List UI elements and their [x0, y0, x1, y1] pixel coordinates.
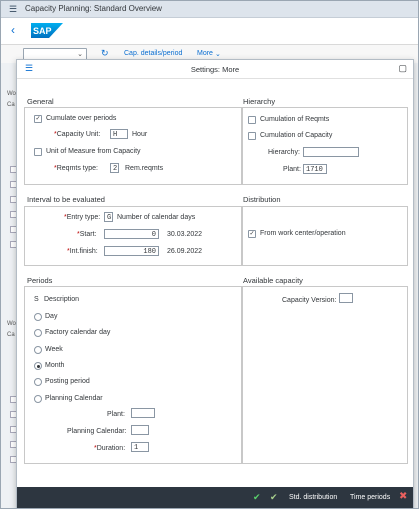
available-capacity-group: [241, 286, 408, 464]
period-radio-week[interactable]: [34, 346, 42, 354]
capacity-version-label: Capacity Version:: [282, 297, 337, 304]
finish-date: 26.09.2022: [167, 248, 203, 255]
close-icon[interactable]: ▢: [398, 63, 407, 73]
confirm-check-icon[interactable]: ✔: [253, 492, 261, 502]
period-option-planning-calendar: Planning Calendar: [45, 395, 103, 402]
periods-title: Periods: [27, 276, 53, 285]
duration-label: *Duration:: [94, 445, 126, 452]
start-label: *Start:: [77, 231, 97, 238]
period-radio-month[interactable]: [34, 362, 42, 370]
cumulation-of-reqmts-label: Cumulation of Reqmts: [260, 116, 330, 123]
shell-bar: [1, 18, 418, 45]
planning-calendar-input[interactable]: [131, 425, 149, 435]
duration-input[interactable]: 1: [131, 442, 149, 452]
menu-icon[interactable]: ☰: [25, 63, 34, 73]
distribution-title: Distribution: [243, 195, 281, 204]
reqmts-type-label: *Reqmts type:: [54, 165, 98, 172]
dialog-header: [17, 60, 413, 79]
hierarchy-label: Hierarchy:: [268, 149, 300, 156]
period-radio-posting-period[interactable]: [34, 378, 42, 386]
finish-label: *Int.finish:: [67, 248, 98, 255]
more-button[interactable]: More: [197, 50, 213, 57]
general-title: General: [27, 97, 54, 106]
time-periods-button[interactable]: Time periods: [350, 494, 391, 501]
interval-title: Interval to be evaluated: [27, 195, 105, 204]
period-option-posting-period: Posting period: [45, 378, 90, 385]
std-distribution-button[interactable]: Std. distribution: [289, 494, 338, 501]
plant-label: Plant:: [283, 166, 301, 173]
cancel-icon[interactable]: ✖: [399, 491, 408, 502]
hierarchy-input[interactable]: [303, 147, 359, 157]
capacity-unit-label: *Capacity Unit:: [54, 131, 101, 138]
window-title: Capacity Planning: Standard Overview: [25, 4, 162, 13]
periods-col-s: S: [34, 296, 39, 303]
available-capacity-title: Available capacity: [243, 276, 303, 285]
capacity-version-input[interactable]: [339, 293, 353, 303]
svg-text:SAP: SAP: [33, 26, 52, 36]
cumulation-of-capacity-label: Cumulation of Capacity: [260, 132, 333, 139]
cap-details-button[interactable]: Cap. details/period: [124, 50, 183, 57]
cumulation-of-reqmts-checkbox[interactable]: [248, 116, 256, 124]
period-radio-day[interactable]: [34, 313, 42, 321]
more-chevron-icon[interactable]: ⌄: [215, 51, 221, 58]
bg-label-work-center-2: Wo: [7, 321, 16, 327]
plant-input[interactable]: 1710: [303, 164, 327, 174]
accept-other-icon[interactable]: ✔: [270, 492, 278, 502]
periods-col-description: Description: [44, 296, 80, 303]
bg-label-work-center: Wo: [7, 91, 16, 97]
hierarchy-title: Hierarchy: [243, 97, 276, 106]
from-work-center-checkbox[interactable]: ✓: [249, 231, 255, 237]
planning-calendar-label: Planning Calendar:: [67, 428, 127, 435]
sap-logo[interactable]: [31, 23, 63, 38]
refresh-icon[interactable]: ↻: [101, 48, 109, 58]
bg-label-capacity: Ca: [7, 102, 15, 108]
cumulate-over-periods-label: Cumulate over periods: [46, 115, 117, 122]
from-work-center-label: From work center/operation: [260, 230, 346, 237]
period-radio-factory-calendar-day[interactable]: [34, 329, 42, 337]
period-option-month: Month: [45, 362, 65, 369]
start-date: 30.03.2022: [167, 231, 203, 238]
periods-plant-input[interactable]: [131, 408, 155, 418]
capacity-unit-text: Hour: [132, 131, 148, 138]
reqmts-type-input[interactable]: 2: [110, 163, 119, 173]
dialog-title: Settings: More: [190, 65, 240, 74]
title-bar: [1, 1, 418, 18]
back-icon[interactable]: ‹: [11, 23, 15, 37]
cumulation-of-capacity-checkbox[interactable]: [248, 132, 256, 140]
start-input[interactable]: 0: [104, 229, 159, 239]
settings-dialog: [16, 59, 414, 509]
uom-from-capacity-checkbox[interactable]: [34, 148, 42, 156]
entry-type-input[interactable]: G: [104, 212, 113, 222]
bg-label-capacity-2: Ca: [7, 332, 15, 338]
period-option-week: Week: [45, 346, 63, 353]
entry-type-label: *Entry type:: [64, 214, 101, 221]
menu-icon[interactable]: ☰: [9, 4, 18, 14]
reqmts-type-text: Rem.reqmts: [125, 165, 164, 172]
period-option-factory-calendar-day: Factory calendar day: [45, 329, 111, 336]
capacity-unit-input[interactable]: H: [110, 129, 128, 139]
finish-input[interactable]: 180: [104, 246, 159, 256]
chevron-down-icon: ⌄: [77, 51, 83, 58]
uom-from-capacity-label: Unit of Measure from Capacity: [46, 148, 141, 155]
cumulate-over-periods-checkbox[interactable]: ✓: [35, 116, 41, 122]
period-radio-planning-calendar[interactable]: [34, 395, 42, 403]
period-option-day: Day: [45, 313, 58, 320]
periods-plant-label: Plant:: [107, 411, 125, 418]
entry-type-text: Number of calendar days: [117, 214, 196, 221]
dialog-footer: [17, 487, 413, 508]
